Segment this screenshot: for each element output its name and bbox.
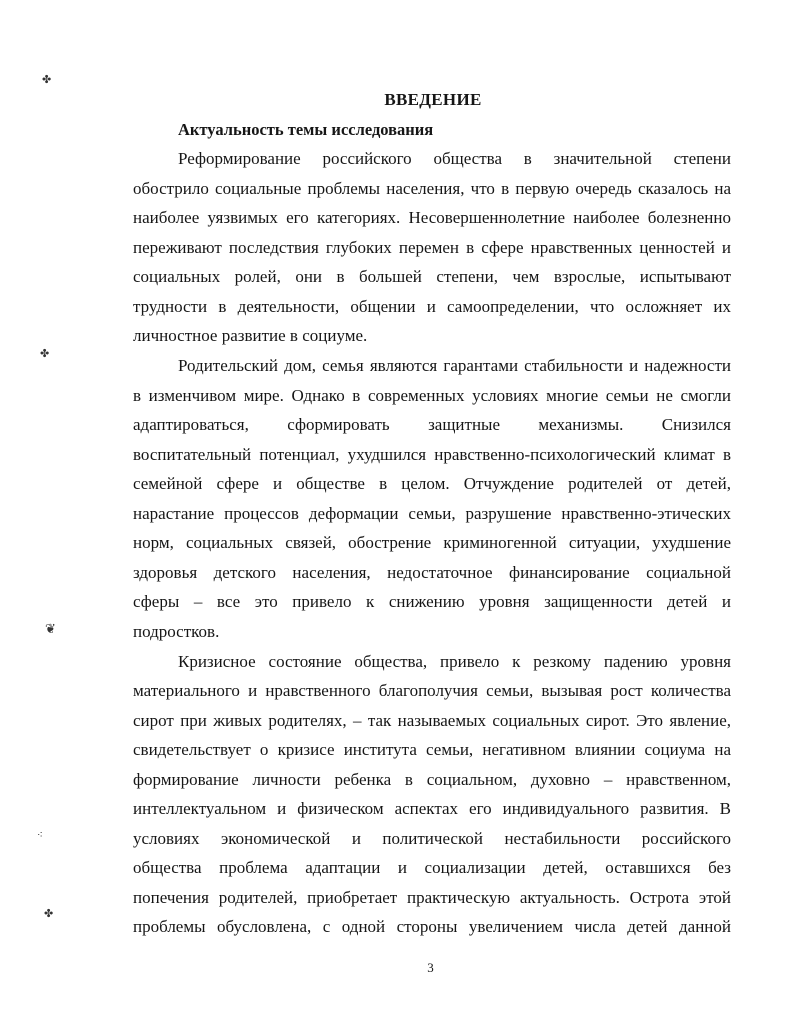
text-line: сирот при живых родителях, – так называемых социальных сирот. Это явление, xyxy=(133,711,731,730)
text-line: наиболее уязвимых его категориях. Несовершеннолетние наиболее болезненно xyxy=(133,208,731,227)
text-line: адаптироваться, сформировать защитные механизмы. Снизился xyxy=(133,415,731,434)
text-line: формирование личности ребенка в социальном, духовно – нравственном, xyxy=(133,770,731,789)
text-line: в изменчивом мире. Однако в современных условиях многие семьи не смогли xyxy=(133,386,731,405)
text-line: общества проблема адаптации и социализации детей, оставшихся без xyxy=(133,858,731,877)
text-line: материального и нравственного благополучия семьи, вызывая рост количества xyxy=(133,681,731,700)
text-line: Кризисное состояние общества, привело к резкому падению уровня xyxy=(178,652,731,671)
binding-hole-mark: ✤ xyxy=(44,907,54,920)
text-line: сферы – все это привело к снижению уровня защищенности детей и xyxy=(133,592,731,611)
text-line: Родительский дом, семья являются гарантами стабильности и надежности xyxy=(178,356,731,375)
page-title: ВВЕДЕНИЕ xyxy=(384,90,482,109)
text-line: норм, социальных связей, обострение криминогенной ситуации, ухудшение xyxy=(133,533,731,552)
text-line: семейной сфере и обществе в целом. Отчуждение родителей от детей, xyxy=(133,474,731,493)
text-line: переживают последствия глубоких перемен в сфере нравственных ценностей и xyxy=(133,238,731,257)
text-line: подростков. xyxy=(133,622,220,641)
binding-hole-mark: ❦ xyxy=(45,622,56,637)
text-line: проблемы обусловлена, с одной стороны увеличением числа детей данной xyxy=(133,917,731,936)
text-line: трудности в деятельности, общении и самоопределении, что осложняет их xyxy=(133,297,731,316)
text-line: социальных ролей, они в большей степени, чем взрослые, испытывают xyxy=(133,267,731,286)
binding-hole-mark: ✤ xyxy=(40,347,50,360)
text-line: интеллектуальном и физическом аспектах его индивидуального развития. В xyxy=(133,799,731,818)
text-line: нарастание процессов деформации семьи, разрушение нравственно-этических xyxy=(133,504,731,523)
text-line: свидетельствует о кризисе института семьи, негативном влиянии социума на xyxy=(133,740,731,759)
text-line: условиях экономической и политической нестабильности российского xyxy=(133,829,731,848)
section-heading: Актуальность темы исследования xyxy=(178,120,434,139)
text-line: Реформирование российского общества в значительной степени xyxy=(178,149,731,168)
text-line: обострило социальные проблемы населения, что в первую очередь сказалось на xyxy=(133,179,731,198)
text-line: здоровья детского населения, недостаточное финансирование социальной xyxy=(133,563,731,582)
text-line: личностное развитие в социуме. xyxy=(133,326,368,345)
binding-hole-mark: ⁖ xyxy=(37,830,43,841)
page-number: 3 xyxy=(427,960,434,975)
text-line: воспитательный потенциал, ухудшился нравственно-психологический климат в xyxy=(133,445,731,464)
binding-hole-mark: ✤ xyxy=(42,73,52,86)
text-line: попечения родителей, приобретает практическую актуальность. Острота этой xyxy=(133,888,731,907)
